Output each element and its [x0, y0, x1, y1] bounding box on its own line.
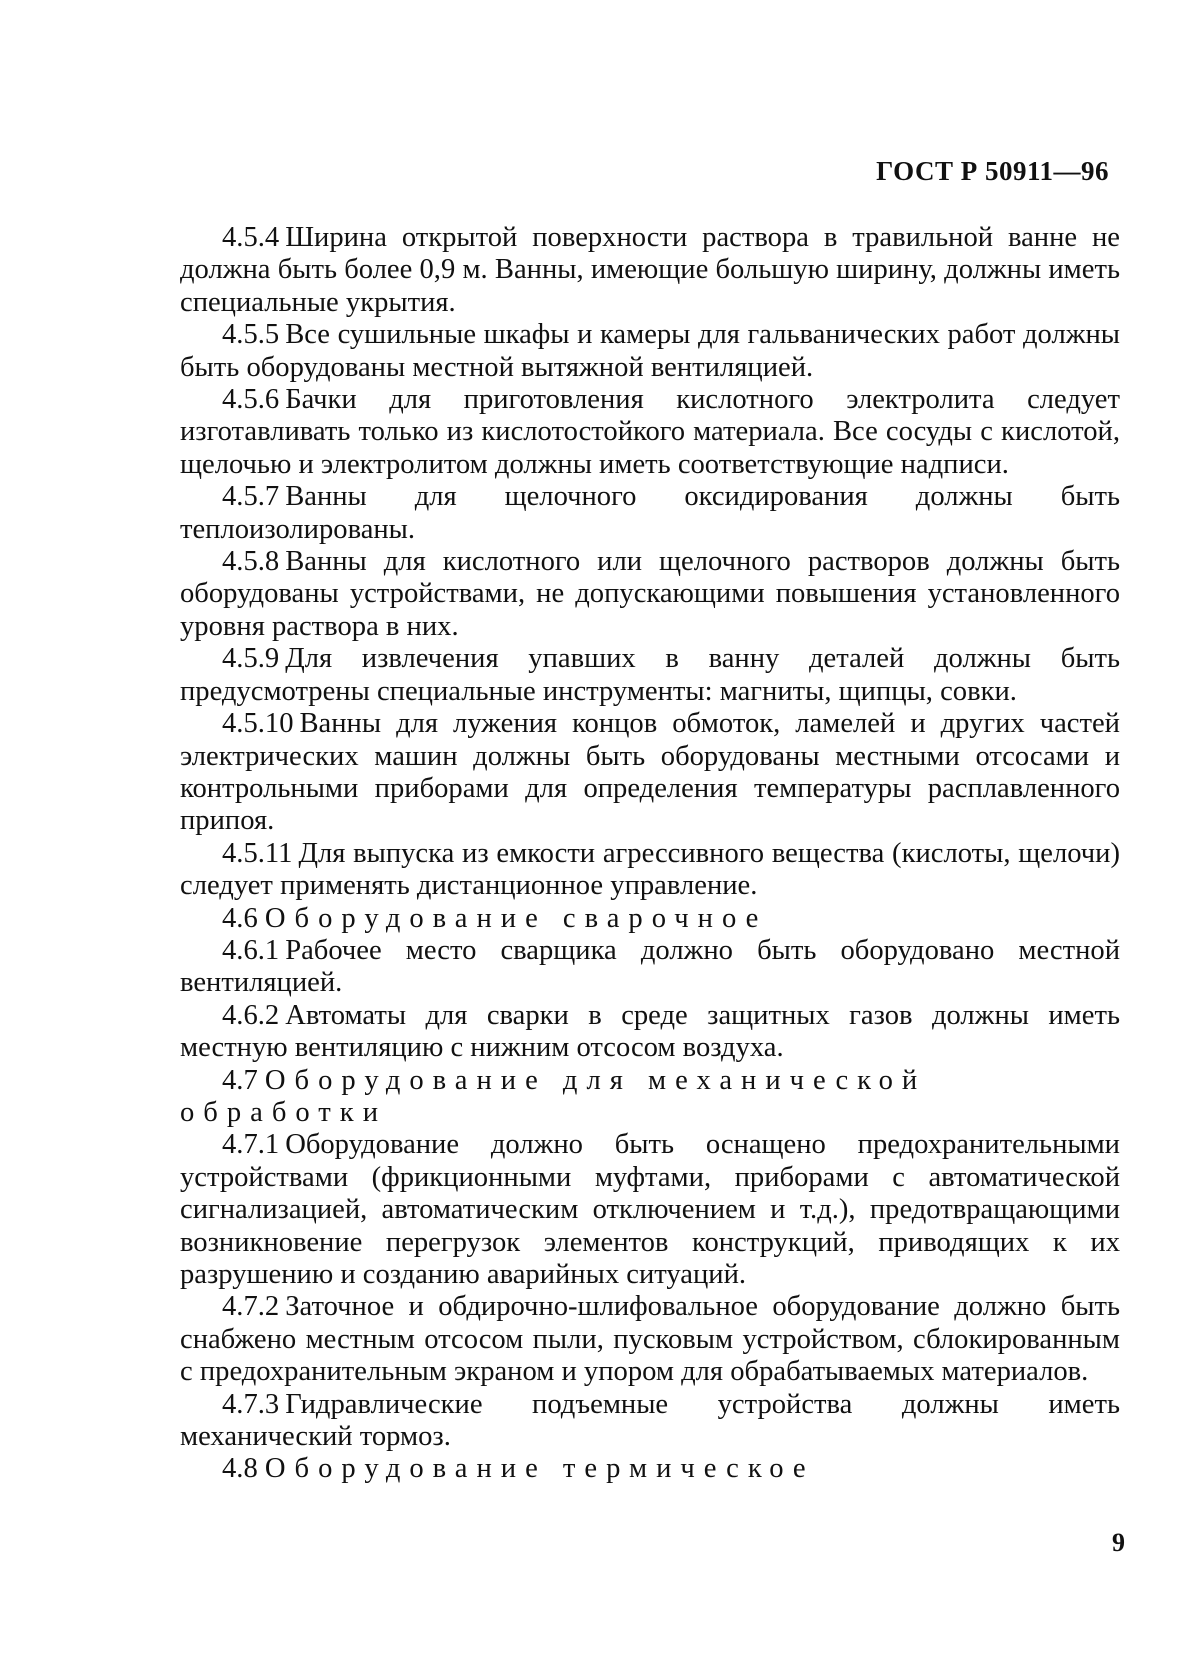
clause-4-5-10 — [180, 708, 1120, 838]
clause-number: 4.6.2 — [222, 999, 280, 1031]
clause-number: 4.5.5 — [222, 319, 280, 351]
clause-text: Ванны для кислотного или щелочного растворов должны быть оборудованы устройствами, не допускающими повышения установленного уровня раствора в них. — [180, 546, 1120, 642]
clause-number: 4.5.7 — [222, 481, 280, 513]
clause-number: 4.5.6 — [222, 384, 280, 416]
section-number: 4.8 — [222, 1453, 258, 1485]
page-number: 9 — [1112, 1528, 1125, 1557]
clause-text: Ванны для лужения концов обмоток, ламелей и других частей электрических машин должны быть оборудованы местными отсосами и контрольными приборами для определения температуры расплавленного припоя. — [180, 708, 1120, 837]
clause-text: Для извлечения упавших в ванну деталей должны быть предусмотрены специальные инструменты: магниты, щипцы, совки. — [180, 643, 1120, 707]
document-code-header: ГОСТ Р 50911—96 — [876, 156, 1109, 186]
clause-text: Заточное и обдирочно-шлифовальное оборудование должно быть снабжено местным отсосом пыли, пусковым устройством, сблокированным с предохранительным экраном и упором для обрабатываемых материалов. — [180, 1291, 1120, 1388]
clause-text: Для выпуска из емкости агрессивного вещества (кислоты, щелочи) следует применять дистанционное управление. — [180, 837, 1120, 902]
section-heading-4-6 — [180, 903, 1120, 935]
clause-text: Гидравлические подъемные устройства должны иметь механический тормоз. — [180, 1388, 1120, 1453]
clause-4-5-4 — [180, 222, 1120, 319]
clause-number: 4.5.9 — [222, 643, 280, 675]
clause-number: 4.7.3 — [222, 1388, 280, 1420]
clause-text: Рабочее место сварщика должно быть оборудовано местной вентиляцией. — [180, 934, 1120, 999]
clause-4-6-2 — [180, 1000, 1120, 1065]
clause-text: Все сушильные шкафы и камеры для гальванических работ должны быть оборудованы местной вытяжной вентиляцией. — [180, 319, 1120, 383]
section-title: Оборудование для механической обработки — [180, 1064, 927, 1128]
clause-4-7-2 — [180, 1291, 1120, 1388]
clause-4-5-8 — [180, 546, 1120, 643]
section-title: Оборудование сварочное — [264, 902, 768, 934]
clause-4-7-1 — [180, 1129, 1120, 1291]
clause-number: 4.7.2 — [222, 1291, 280, 1323]
clause-4-7-3 — [180, 1389, 1120, 1454]
clause-text: Ширина открытой поверхности раствора в травильной ванне не должна быть более 0,9 м. Ванны, имеющие большую ширину, должны иметь специальные укрытия. — [180, 222, 1120, 318]
clause-number: 4.5.8 — [222, 546, 280, 578]
clause-4-5-5 — [180, 319, 1120, 384]
section-number: 4.7 — [222, 1064, 258, 1096]
clause-4-5-6 — [180, 384, 1120, 481]
document-body — [180, 222, 1120, 1486]
section-number: 4.6 — [222, 902, 258, 934]
section-heading-4-7 — [180, 1065, 1120, 1130]
clause-number: 4.5.11 — [222, 837, 293, 869]
section-title: Оборудование термическое — [264, 1453, 815, 1485]
clause-4-6-1 — [180, 935, 1120, 1000]
clause-text: Автоматы для сварки в среде защитных газов должны иметь местную вентиляцию с нижним отсосом воздуха. — [180, 999, 1120, 1064]
clause-4-5-7 — [180, 481, 1120, 546]
clause-4-5-11 — [180, 838, 1120, 903]
clause-text: Ванны для щелочного оксидирования должны быть теплоизолированы. — [180, 481, 1120, 545]
clause-number: 4.5.4 — [222, 222, 280, 253]
clause-number: 4.6.1 — [222, 934, 280, 966]
clause-number: 4.7.1 — [222, 1129, 280, 1161]
clause-4-5-9 — [180, 643, 1120, 708]
clause-text: Бачки для приготовления кислотного электролита следует изготавливать только из кислотостойкого материала. Все сосуды с кислотой, щелочью и электролитом должны иметь соответствующие надписи. — [180, 384, 1120, 480]
clause-text: Оборудование должно быть оснащено предохранительными устройствами (фрикционными муфтами, приборами с автоматической сигнализацией, автоматическим отключением и т.д.), предотвращающими возникновение перегрузок элементов конструкций, приводящих к их разрушению и созданию аварийных ситуаций. — [180, 1129, 1120, 1290]
clause-number: 4.5.10 — [222, 708, 294, 740]
section-heading-4-8 — [180, 1453, 1120, 1485]
